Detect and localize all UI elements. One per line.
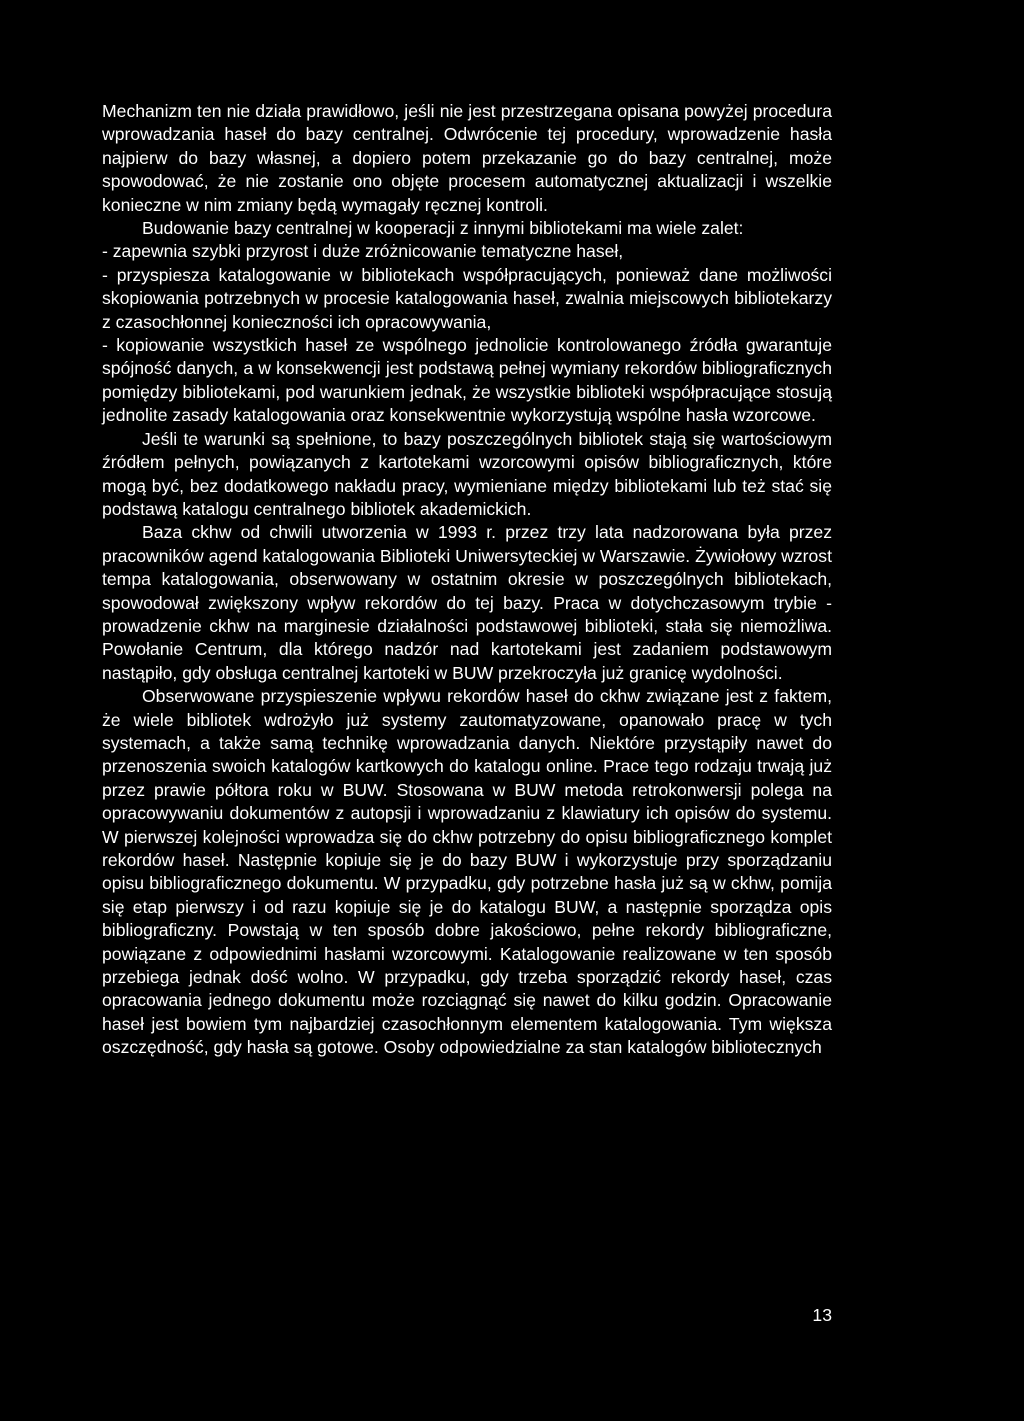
paragraph-mechanism: Mechanizm ten nie działa prawidłowo, jeśli nie jest przestrzegana opisana powyżej procedura wprowadzania haseł do bazy centralnej. Odwrócenie tej procedury, wprowadzenie hasła najpierw do bazy własnej, a dopiero potem przekazanie go do bazy centralnej, może spowodować, że nie zostanie ono objęte procesem automatycznej aktualizacji i wszelkie konieczne w nim zmiany będą wymagały ręcznej kontroli. [102,101,832,215]
paragraph-conditions: Jeśli te warunki są spełnione, to bazy poszczególnych bibliotek stają się wartościowym źródłem pełnych, powiązanych z kartotekami wzorcowymi opisów bibliograficznych, które mogą być, bez dodatkowego nakładu pracy, wymieniane między bibliotekami lub też stać się podstawą katalogu centralnego bibliotek akademickich. [102,428,832,519]
paragraph-acceleration: Obserwowane przyspieszenie wpływu rekordów haseł do ckhw związane jest z faktem, że wiele bibliotek wdrożyło już systemy zautomatyzowane, opanowało pracę w tych systemach, a także samą technikę wprowadzania danych. Niektóre przystąpiły nawet do przenoszenia swoich katalogów kartkowych do katalogu online. Prace tego rodzaju trwają już przez prawie półtora roku w BUW. Stosowana w BUW metoda retrokonwersji polega na opracowywaniu dokumentów z autopsji i wprowadzaniu z klawiatury ich opisów do systemu. W pierwszej kolejności wprowadza się do ckhw potrzebny do opisu bibliograficznego komplet rekordów haseł. Następnie kopiuje się je do bazy BUW i wykorzystuje przy sporządzaniu opisu bibliograficznego dokumentu. W przypadku, gdy potrzebne hasła już są w ckhw, pomija się etap pierwszy i od razu kopiuje się je do katalogu BUW, a następnie sporządza opis bibliograficzny. Powstają w ten sposób dobre jakościowo, pełne rekordy bibliograficzne, powiązane z odpowiednimi hasłami wzorcowymi. Katalogowanie realizowane w ten sposób przebiega jednak dość wolno. W przypadku, gdy trzeba sporządzić rekordy haseł, czas opracowania jednego dokumentu może rozciągnąć się nawet do kilku godzin. Opracowanie haseł jest bowiem tym najbardziej czasochłonnym elementem katalogowania. Tym większa oszczędność, gdy hasła są gotowe. Osoby odpowiedzialne za stan katalogów bibliotecznych [102,686,832,1058]
paragraph-central-base-advantages: Budowanie bazy centralnej w kooperacji z innymi bibliotekami ma wiele zalet: [142,218,744,239]
document-body [102,100,832,1060]
page-number: 13 [812,1305,832,1325]
list-item-growth: - zapewnia szybki przyrost i duże zróżnicowanie tematyczne haseł, [102,241,624,262]
list-item-speed: - przyspiesza katalogowanie w bibliotekach współpracujących, ponieważ dane możliwości skopiowania potrzebnych w procesie katalogowania haseł, zwalnia miejscowych bibliotekarzy z czasochłonnej konieczności ich opracowywania, [102,264,832,332]
paragraph-ckhw-history: Baza ckhw od chwili utworzenia w 1993 r. przez trzy lata nadzorowana była przez pracowników agend katalogowania Biblioteki Uniwersyteckiej w Warszawie. Żywiołowy wzrost tempa katalogowania, obserwowany w ostatnim okresie w poszczególnych bibliotekach, spowodował zwiększony wpływ rekordów do tej bazy. Praca w dotychczasowym trybie - prowadzenie ckhw na marginesie działalności podstawowej biblioteki, stała się niemożliwa. Powołanie Centrum, dla którego nadzór nad kartotekami jest zadaniem podstawowym nastąpiło, gdy obsługa centralnej kartoteki w BUW przekroczyła już granicę wydolności. [102,522,832,683]
list-item-consistency: - kopiowanie wszystkich haseł ze wspólnego jednolicie kontrolowanego źródła gwarantuje spójność danych, a w konsekwencji jest podstawą pełnej wymiany rekordów bibliograficznych pomiędzy bibliotekami, pod warunkiem jednak, że wszystkie biblioteki współpracujące stosują jednolite zasady katalogowania oraz konsekwentnie wykorzystują wspólne hasła wzorcowe. [102,335,832,426]
